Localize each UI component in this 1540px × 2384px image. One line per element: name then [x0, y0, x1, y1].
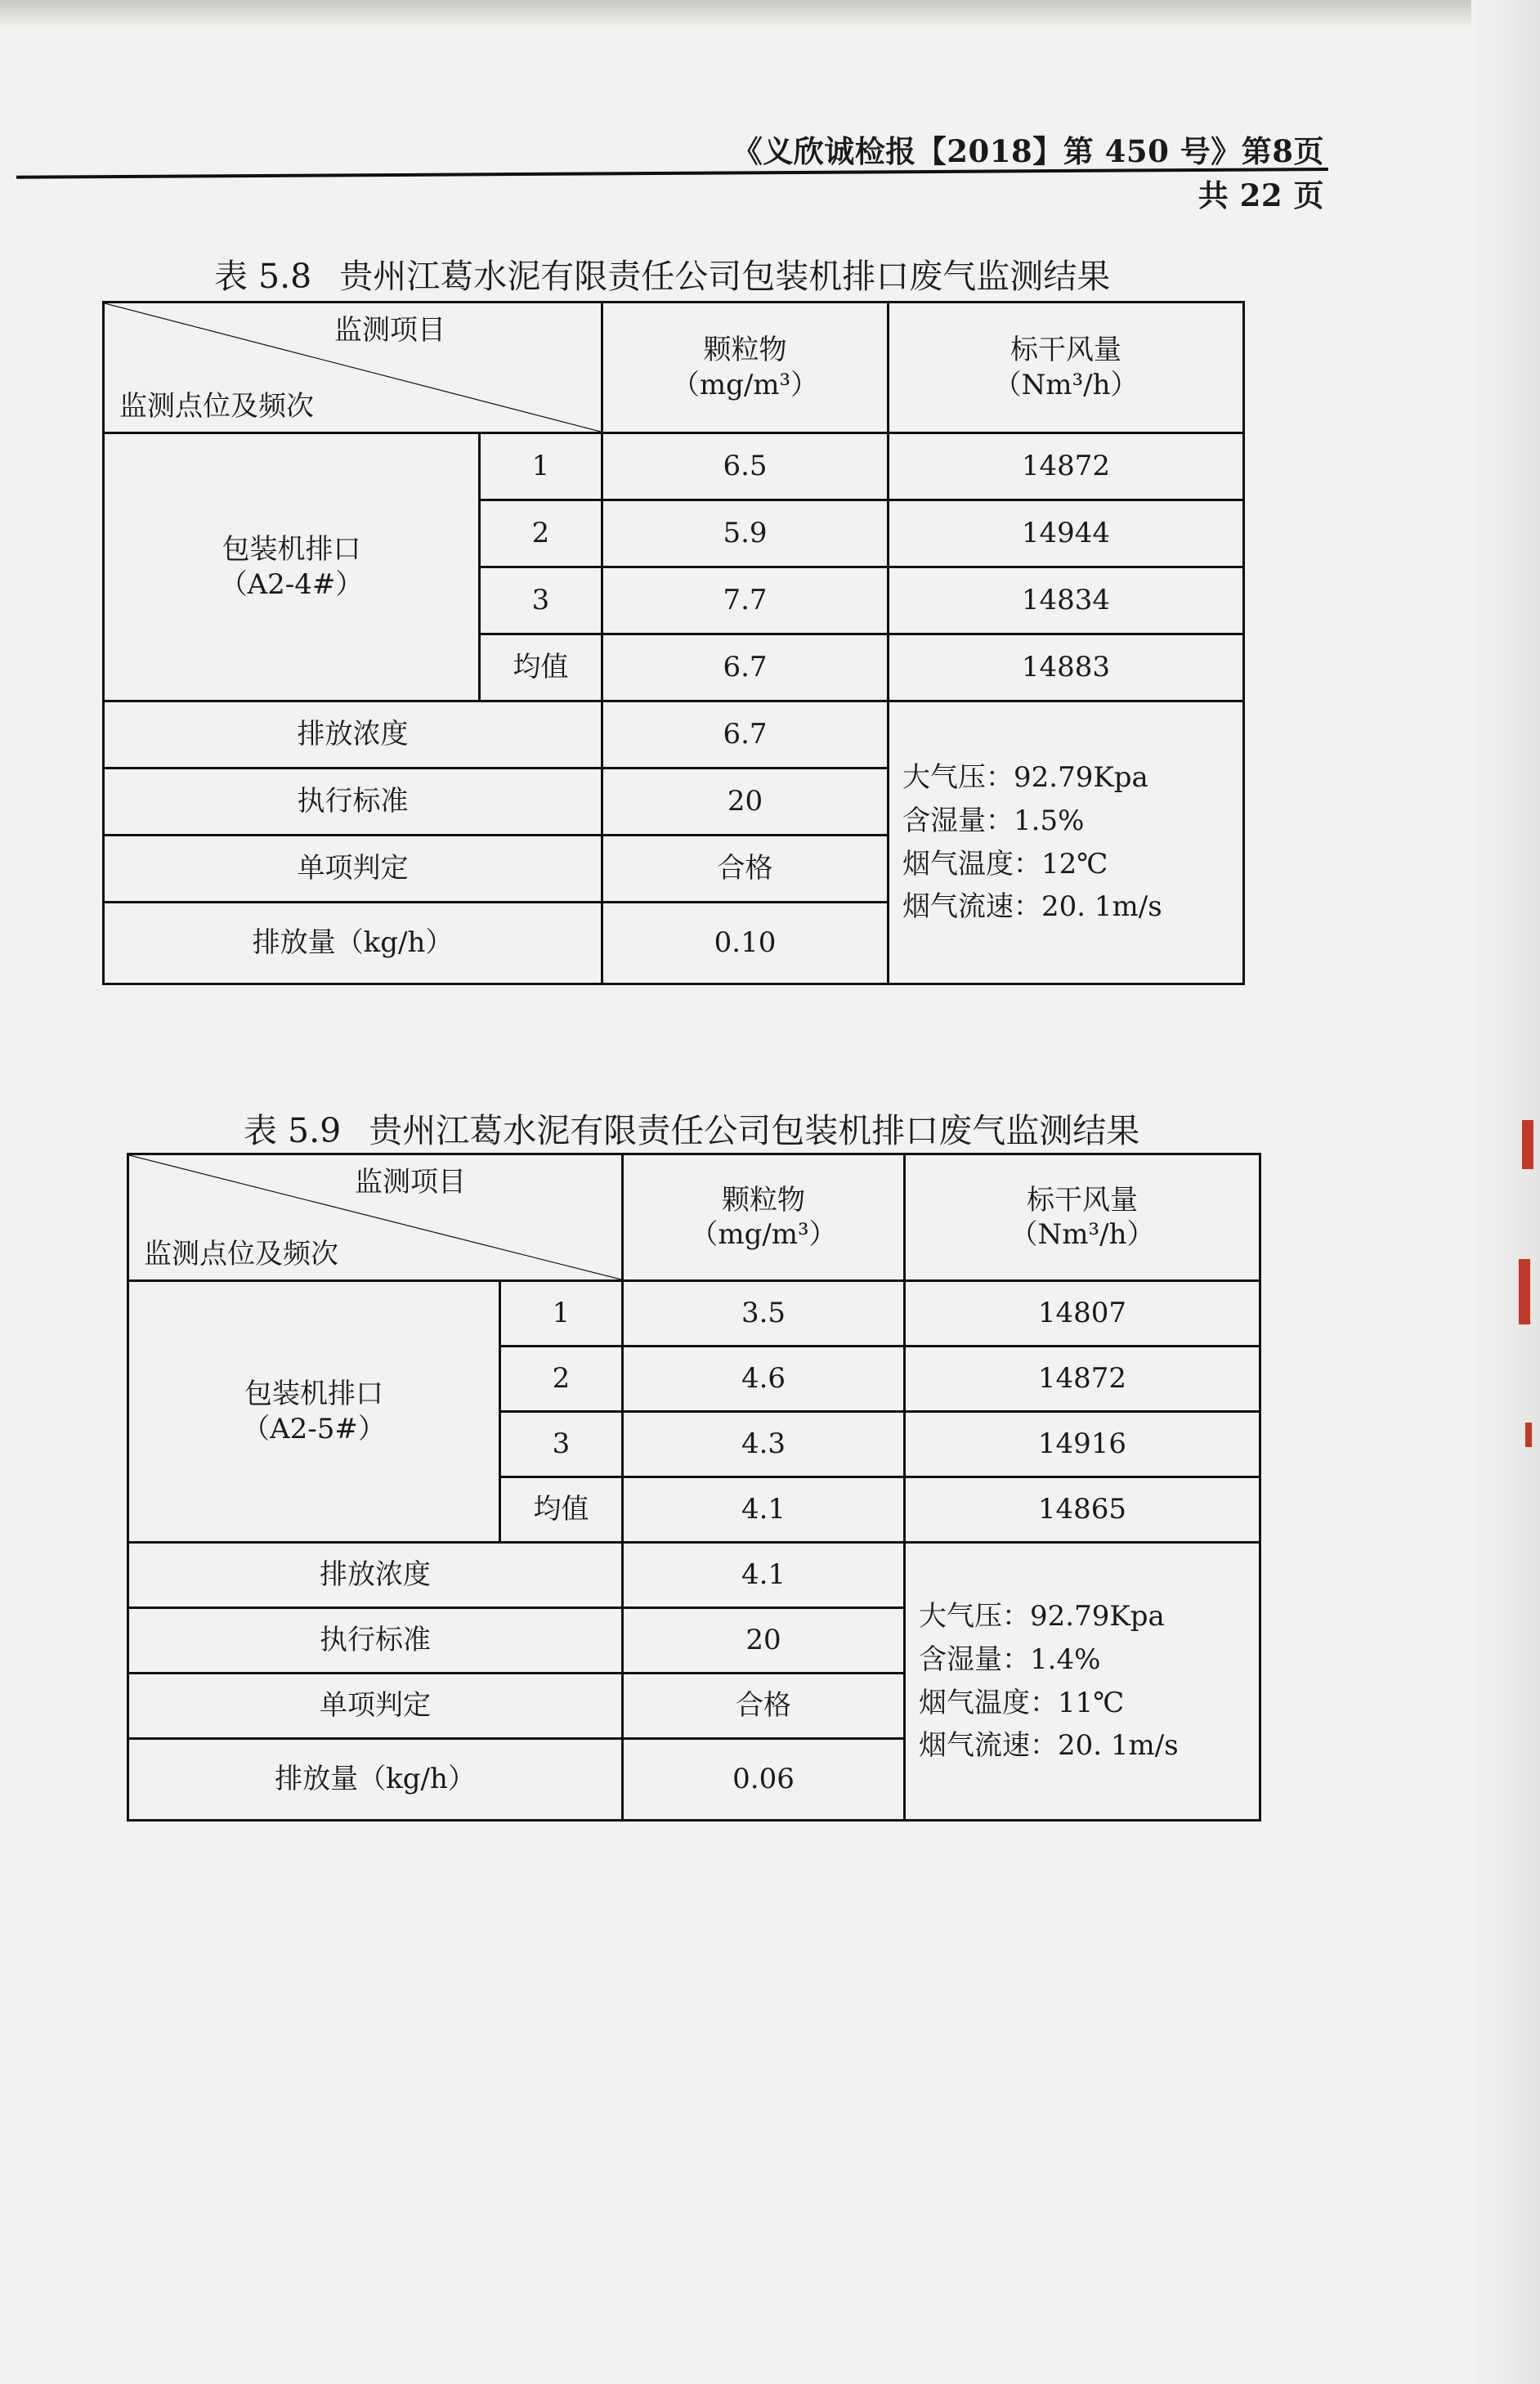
condition-line: 烟气流速：20. 1m/s: [902, 890, 1162, 924]
table-header-row: [104, 302, 1244, 433]
summary-value: 20: [623, 1608, 905, 1674]
particulate-cell: 5.9: [602, 500, 889, 567]
corner-bottom-label: 监测点位及频次: [144, 1237, 338, 1270]
page-right-edge: [1471, 0, 1540, 2384]
diagonal-header-cell: [128, 1154, 623, 1281]
condition-line: 大气压：92.79Kpa: [919, 1600, 1165, 1633]
frequency-cell: 2: [480, 500, 602, 567]
point-code: （A2-4#）: [219, 567, 364, 601]
column-header-particulate: [623, 1154, 905, 1281]
summary-value: 0.10: [602, 903, 889, 984]
column-unit: （mg/m³）: [671, 368, 819, 401]
column-header-particulate: [602, 302, 889, 433]
column-unit: （Nm³/h）: [1010, 1218, 1155, 1251]
monitoring-point-cell: [128, 1281, 500, 1543]
frequency-cell: 均值: [480, 634, 602, 701]
table-row: [104, 433, 1244, 500]
particulate-cell: 6.5: [602, 433, 889, 500]
column-unit: （mg/m³）: [690, 1218, 837, 1251]
flow-cell: 14834: [889, 567, 1244, 634]
frequency-cell: 3: [500, 1412, 623, 1477]
table-title: 贵州江葛水泥有限责任公司包装机排口废气监测结果: [369, 1111, 1140, 1150]
table-caption: [244, 1104, 1139, 1152]
summary-row: [128, 1543, 1260, 1608]
point-name: 包装机排口: [222, 533, 361, 566]
corner-top-label: 监测项目: [355, 1166, 466, 1199]
column-header-flow: [905, 1154, 1260, 1281]
red-mark: [1522, 1120, 1533, 1169]
monitoring-table: [127, 1153, 1261, 1822]
frequency-cell: 均值: [500, 1477, 623, 1543]
conditions-cell: [889, 701, 1244, 984]
summary-label: 排放量（kg/h）: [104, 903, 602, 984]
red-mark: [1519, 1259, 1530, 1324]
condition-line: 烟气温度：12℃: [902, 847, 1108, 881]
condition-line: 烟气流速：20. 1m/s: [919, 1729, 1179, 1763]
diagonal-header-cell: [104, 302, 602, 433]
summary-label: 排放量（kg/h）: [128, 1739, 623, 1821]
flow-cell: 14872: [889, 433, 1244, 500]
flow-cell: 14944: [889, 500, 1244, 567]
flow-cell: 14916: [905, 1412, 1260, 1477]
frequency-cell: 3: [480, 567, 602, 634]
condition-line: 大气压：92.79Kpa: [902, 761, 1148, 795]
summary-label: 排放浓度: [104, 701, 602, 769]
summary-label: 执行标准: [128, 1608, 623, 1674]
particulate-cell: 4.6: [623, 1347, 905, 1412]
monitoring-point-cell: [104, 433, 480, 701]
point-name: 包装机排口: [244, 1378, 383, 1410]
particulate-cell: 4.1: [623, 1477, 905, 1543]
flow-cell: 14865: [905, 1477, 1260, 1543]
column-label: 颗粒物: [703, 334, 787, 366]
particulate-cell: 3.5: [623, 1281, 905, 1347]
summary-label: 单项判定: [128, 1674, 623, 1739]
point-code: （A2-5#）: [242, 1412, 386, 1445]
summary-label: 执行标准: [104, 769, 602, 836]
summary-label: 排放浓度: [128, 1543, 623, 1608]
frequency-cell: 2: [500, 1347, 623, 1412]
column-unit: （Nm³/h）: [993, 368, 1139, 401]
table-title: 贵州江葛水泥有限责任公司包装机排口废气监测结果: [339, 257, 1111, 296]
page-top-edge: [0, 0, 1540, 28]
summary-value: 6.7: [602, 701, 889, 769]
condition-line: 烟气温度：11℃: [919, 1686, 1125, 1719]
summary-label: 单项判定: [104, 836, 602, 903]
corner-top-label: 监测项目: [334, 314, 445, 347]
flow-cell: 14883: [889, 634, 1244, 701]
particulate-cell: 6.7: [602, 634, 889, 701]
summary-row: [104, 701, 1244, 769]
table-number: 表 5.8: [214, 257, 312, 296]
flow-cell: 14872: [905, 1347, 1260, 1412]
summary-value: 0.06: [623, 1739, 905, 1821]
red-mark: [1525, 1423, 1532, 1447]
column-label: 标干风量: [1027, 1183, 1138, 1217]
report-header: 《义欣诚检报【2018】第 450 号》第8页共 22 页: [732, 133, 1324, 213]
table-caption: [214, 249, 1110, 298]
flow-cell: 14807: [905, 1281, 1260, 1347]
column-label: 颗粒物: [722, 1183, 805, 1217]
frequency-cell: 1: [480, 433, 602, 500]
condition-line: 含湿量：1.5%: [902, 804, 1085, 837]
summary-value: 20: [602, 769, 889, 836]
frequency-cell: 1: [500, 1281, 623, 1347]
summary-value: 合格: [602, 836, 889, 903]
corner-bottom-label: 监测点位及频次: [119, 389, 314, 423]
condition-line: 含湿量：1.4%: [919, 1642, 1101, 1676]
particulate-cell: 4.3: [623, 1412, 905, 1477]
column-header-flow: [889, 302, 1244, 433]
table-header-row: [128, 1154, 1260, 1281]
particulate-cell: 7.7: [602, 567, 889, 634]
table-number: 表 5.9: [244, 1111, 342, 1150]
summary-value: 4.1: [623, 1543, 905, 1608]
table-row: [128, 1281, 1260, 1347]
conditions-cell: [905, 1543, 1260, 1821]
column-label: 标干风量: [1010, 334, 1121, 366]
summary-value: 合格: [623, 1674, 905, 1739]
monitoring-table: [102, 301, 1245, 985]
